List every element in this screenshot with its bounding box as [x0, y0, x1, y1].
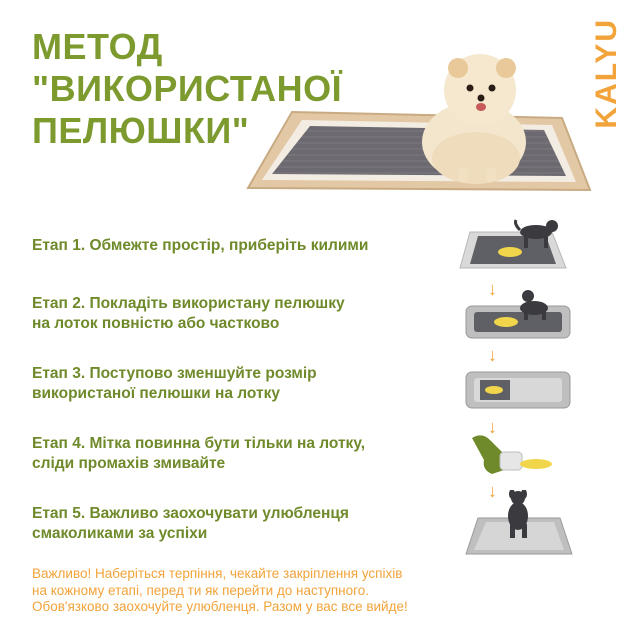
arrow-1-down-icon: ↓: [488, 279, 497, 299]
note-line-3: Обов'язково заохочуйте улюбленця. Разом у вас все вийде!: [32, 599, 408, 614]
step-3-line-1: Етап 3. Поступово зменшуйте розмір: [32, 365, 317, 382]
step-4-line-2: сліди промахів змивайте: [32, 455, 226, 472]
arrow-2-down-icon: ↓: [488, 345, 497, 365]
step-3-text: [32, 364, 317, 404]
step-5-illustration: [460, 490, 578, 558]
step-4-line-1: Етап 4. Мітка повинна бути тільки на лотку,: [32, 435, 366, 452]
step-5-line-1: Етап 5. Важливо заохочувати улюбленця: [32, 505, 349, 522]
step-1-illustration: [456, 218, 574, 276]
arrow-4-down-icon: ↓: [488, 481, 497, 501]
important-note: [32, 566, 408, 616]
step-2-line-1: Етап 2. Покладіть використану пелюшку: [32, 295, 345, 312]
note-line-2: на кожному етапі, перед ти як перейти до наступного.: [32, 582, 370, 598]
step-1-line-1: Етап 1. Обмежте простір, приберіть килими: [32, 237, 369, 254]
step-2-line-2: на лоток повністю або частково: [32, 315, 280, 332]
hero-dog-on-tray-image: [244, 50, 594, 210]
step-5-text: [32, 504, 349, 544]
arrow-3-down-icon: ↓: [488, 417, 497, 437]
brand-logo: KALYU: [590, 18, 623, 129]
step-3-line-2: використаної пелюшки на лотку: [32, 385, 280, 402]
step-3-illustration: [460, 368, 578, 412]
step-1-text: [32, 236, 368, 256]
title-line-3: ПЕЛЮШКИ": [32, 110, 250, 151]
title-line-1: МЕТОД: [32, 26, 163, 67]
note-line-1: Важливо! Наберіться терпіння, чекайте закріплення успіхів: [32, 566, 403, 581]
step-4-cleaning-glove-icon: [464, 430, 560, 476]
step-2-text: [32, 294, 345, 334]
step-4-text: [32, 434, 365, 474]
step-5-line-2: смаколиками за успіхи: [32, 525, 208, 542]
step-2-illustration: [460, 286, 578, 342]
title-line-2: "ВИКОРИСТАНОЇ: [32, 68, 343, 109]
